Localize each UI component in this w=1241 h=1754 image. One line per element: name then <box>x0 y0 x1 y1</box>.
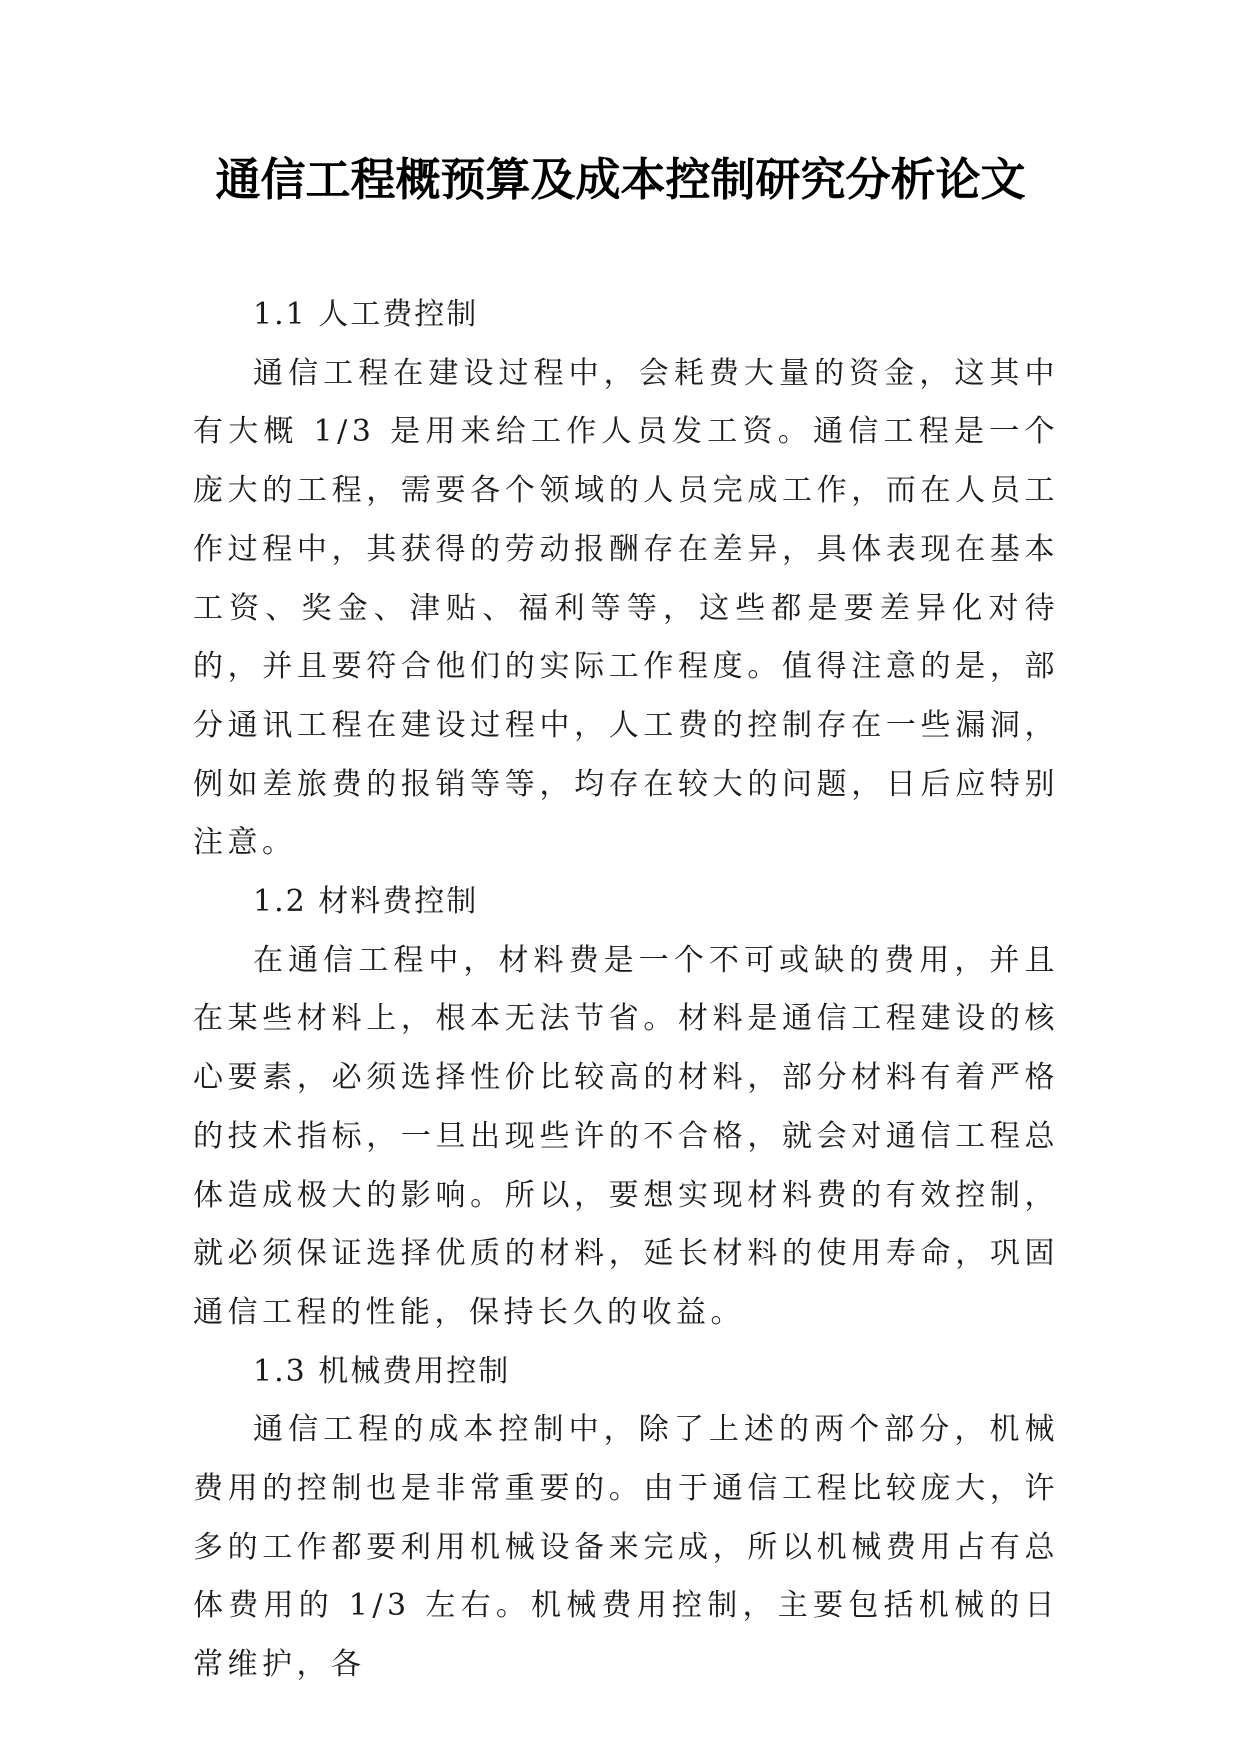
section-heading-1-1: 1.1 人工费控制 <box>253 297 479 332</box>
section-paragraph-1-1: 通信工程在建设过程中，会耗费大量的资金，这其中有大概 1/3 是用来给工作人员发工资。通信工程是一个庞大的工程，需要各个领域的人员完成工作，而在人员工作过程中，其获得的劳动报酬存在差异，具体表现在基本工资、奖金、津贴、福利等等，这些都是要差异化对待的，并且要符合他们的实际工作程度。值得注意的是，部分通讯工程在建设过程中，人工费的控制存在一些漏洞，例如差旅费的报销等等，均存在较大的问题，日后应特别注意。 <box>193 355 1059 861</box>
document-title: 通信工程概预算及成本控制研究分析论文 <box>215 153 1026 206</box>
document-body <box>193 286 1059 1695</box>
section-paragraph-1-2: 在通信工程中，材料费是一个不可或缺的费用，并且在某些材料上，根本无法节省。材料是通信工程建设的核心要素，必须选择性价比较高的材料，部分材料有着严格的技术指标，一旦出现些许的不合格，就会对通信工程总体造成极大的影响。所以，要想实现材料费的有效控制，就必须保证选择优质的材料，延长材料的使用寿命，巩固通信工程的性能，保持长久的收益。 <box>193 942 1059 1330</box>
section-heading-1-3: 1.3 机械费用控制 <box>253 1353 511 1389</box>
section-heading-1-2: 1.2 材料费控制 <box>253 884 479 920</box>
section-paragraph-1-3: 通信工程的成本控制中，除了上述的两个部分，机械费用的控制也是非常重要的。由于通信工程比较庞大，许多的工作都要利用机械设备来完成，所以机械费用占有总体费用的 1/3 左右。机械费用控制，主要包括机械的日常维护，各 <box>193 1412 1059 1683</box>
